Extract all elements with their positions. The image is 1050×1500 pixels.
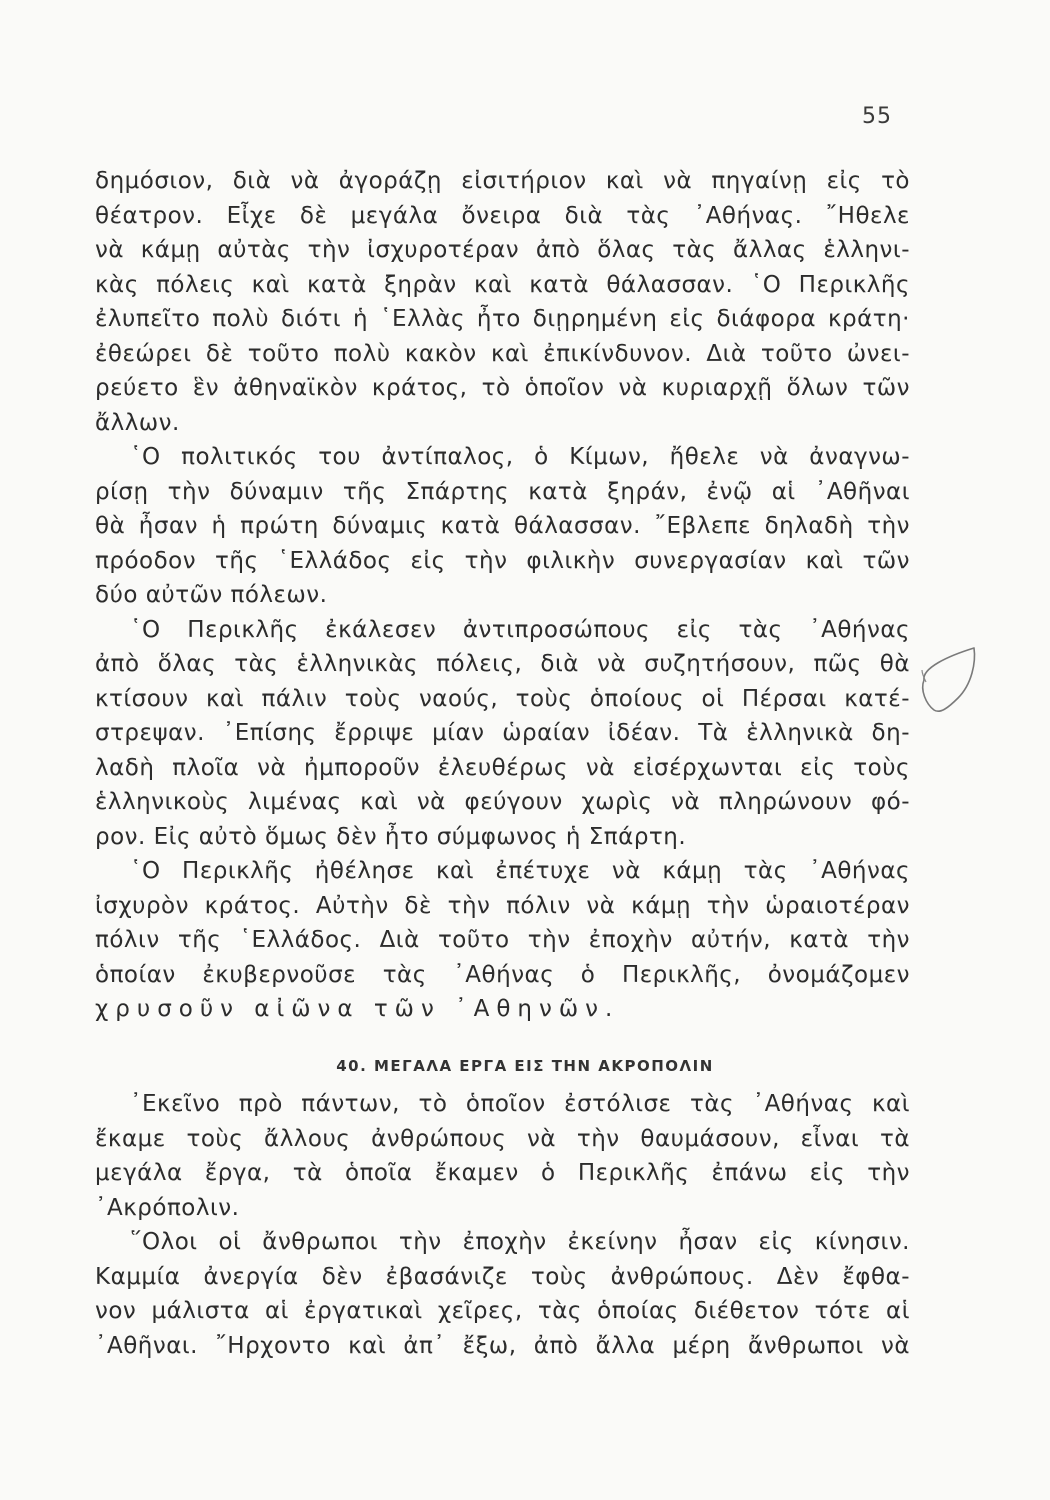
text-line: κὰς πόλεις καὶ κατὰ ξηρὰν καὶ κατὰ θάλασσαν. ῾Ο Περικλῆς	[95, 271, 910, 298]
text-line: νὰ κάμῃ αὐτὰς τὴν ἰσχυροτέραν ἀπὸ ὅλας τὰς ἄλλας ἑλληνι-	[95, 237, 910, 263]
text-line: θέατρον. Εἶχε δὲ μεγάλα ὄνειρα διὰ τὰς ᾿Αθήνας. ῎Ηθελε	[95, 202, 910, 229]
text-line: μεγάλα ἔργα, τὰ ὁποῖα ἔκαμεν ὁ Περικλῆς ἐπάνω εἰς τὴν	[95, 1160, 910, 1186]
text-line: ᾿Εκεῖνο πρὸ πάντων, τὸ ὁποῖον ἐστόλισε τὰς ᾿Αθήνας καὶ	[130, 1091, 910, 1117]
pencil-mark-icon	[918, 640, 980, 718]
text-line: θὰ ἦσαν ἡ πρώτη δύναμις κατὰ θάλασσαν. ῎Εβλεπε δηλαδὴ τὴν	[95, 513, 910, 539]
text-line: ρίσῃ τὴν δύναμιν τῆς Σπάρτης κατὰ ξηράν, ἐνῷ αἱ ᾿Αθῆναι	[95, 478, 910, 505]
text-line: λαδὴ πλοῖα νὰ ἠμποροῦν ἐλευθέρως νὰ εἰσέρχωνται εἰς τοὺς	[95, 754, 910, 781]
text-line: νον μάλιστα αἱ ἐργατικαὶ χεῖρες, τὰς ὁποίας διέθετον τότε αἱ	[95, 1298, 910, 1324]
text-line: κτίσουν καὶ πάλιν τοὺς ναούς, τοὺς ὁποίους οἱ Πέρσαι κατέ-	[95, 685, 910, 712]
text-line: ἄλλων.	[95, 409, 180, 436]
text-line: ᾿Ακρόπολιν.	[95, 1194, 240, 1221]
text-line: ἐλυπεῖτο πολὺ διότι ἡ ῾Ελλὰς ἦτο διῃρημένη εἰς διάφορα κράτη·	[95, 306, 910, 332]
text-line: στρεψαν. ᾿Επίσης ἔρριψε μίαν ὡραίαν ἰδέαν. Τὰ ἑλληνικὰ δη-	[95, 720, 910, 746]
text-line: ἔκαμε τοὺς ἄλλους ἀνθρώπους νὰ τὴν θαυμάσουν, εἶναι τὰ	[95, 1125, 910, 1152]
section-heading: 40. ΜΕΓΑΛΑ ΕΡΓΑ ΕΙΣ ΤΗΝ ΑΚΡΟΠΟΛΙΝ	[336, 1057, 714, 1075]
text-line-emphasized: χρυσοῦν αἰῶνα τῶν ᾿Αθηνῶν.	[95, 996, 620, 1022]
text-block-upper	[95, 164, 910, 1027]
page-number: 55	[862, 104, 892, 129]
text-line: ἰσχυρὸν κράτος. Αὐτὴν δὲ τὴν πόλιν νὰ κάμῃ τὴν ὡραιοτέραν	[95, 892, 910, 919]
text-line: ῾Ο πολιτικός του ἀντίπαλος, ὁ Κίμων, ἤθελε νὰ ἀναγνω-	[130, 444, 910, 470]
text-line: ὁποίαν ἐκυβερνοῦσε τὰς ᾿Αθήνας ὁ Περικλῆς, ὀνομάζομεν	[95, 961, 910, 988]
text-block-lower	[95, 1087, 910, 1363]
text-line: ἐθεώρει δὲ τοῦτο πολὺ κακὸν καὶ ἐπικίνδυνον. Διὰ τοῦτο ὠνει-	[95, 340, 910, 367]
text-line: ῞Ολοι οἱ ἄνθρωποι τὴν ἐποχὴν ἐκείνην ἦσαν εἰς κίνησιν.	[130, 1229, 910, 1255]
text-line: ρεύετο ἓν ἀθηναϊκὸν κράτος, τὸ ὁποῖον νὰ κυριαρχῇ ὅλων τῶν	[95, 375, 910, 401]
text-line: πρόοδον τῆς ῾Ελλάδος εἰς τὴν φιλικὴν συνεργασίαν καὶ τῶν	[95, 547, 910, 574]
text-line: Καμμία ἀνεργία δὲν ἐβασάνιζε τοὺς ἀνθρώπους. Δὲν ἔφθα-	[95, 1263, 910, 1290]
text-line: πόλιν τῆς ῾Ελλάδος. Διὰ τοῦτο τὴν ἐποχὴν αὐτήν, κατὰ τὴν	[95, 927, 910, 953]
text-line: ρον. Εἰς αὐτὸ ὅμως δὲν ἦτο σύμφωνος ἡ Σπάρτη.	[95, 823, 687, 850]
text-line: ῾Ο Περικλῆς ἠθέλησε καὶ ἐπέτυχε νὰ κάμῃ τὰς ᾿Αθήνας	[130, 858, 910, 884]
text-line: ἀπὸ ὅλας τὰς ἑλληνικὰς πόλεις, διὰ νὰ συζητήσουν, πῶς θὰ	[95, 651, 910, 677]
text-line: ᾿Αθῆναι. ῎Ηρχοντο καὶ ἀπ᾿ ἔξω, ἀπὸ ἄλλα μέρη ἄνθρωποι νὰ	[95, 1332, 910, 1359]
text-line: ῾Ο Περικλῆς ἐκάλεσεν ἀντιπροσώπους εἰς τὰς ᾿Αθήνας	[130, 616, 910, 643]
text-line: δημόσιον, διὰ νὰ ἀγοράζῃ εἰσιτήριον καὶ νὰ πηγαίνῃ εἰς τὸ	[95, 168, 910, 194]
text-line: δύο αὐτῶν πόλεων.	[95, 582, 328, 608]
text-line: ἑλληνικοὺς λιμένας καὶ νὰ φεύγουν χωρὶς νὰ πληρώνουν φό-	[95, 789, 910, 815]
